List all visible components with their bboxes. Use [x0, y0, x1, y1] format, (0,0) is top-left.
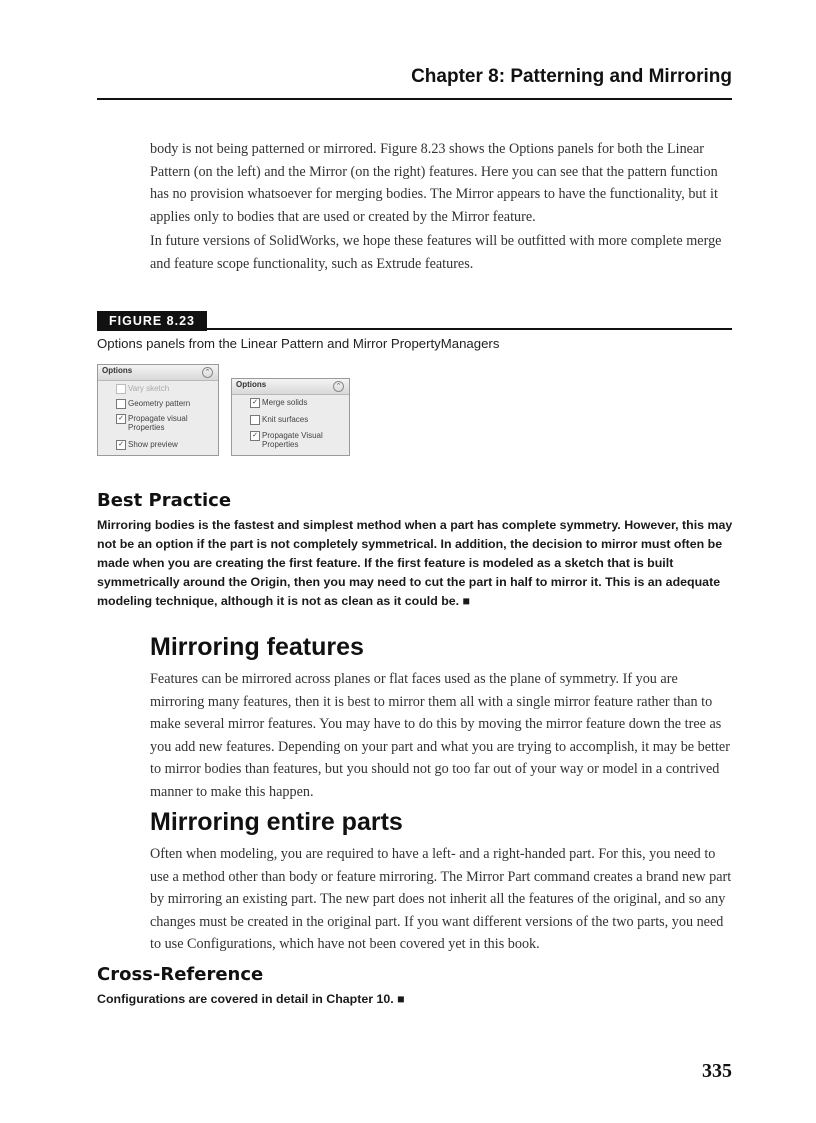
figure-caption: Options panels from the Linear Pattern and Mirror PropertyManagers [97, 336, 500, 351]
show-preview-checkbox[interactable]: ✓ Show preview [116, 440, 178, 450]
panel-header [98, 365, 218, 381]
mirroring-parts-heading: Mirroring entire parts [150, 808, 403, 836]
header-rule [97, 98, 732, 100]
intro-paragraph-2: In future versions of SolidWorks, we hope these features will be outfitted with more complete merge and feature scope functionality, such as Extrude features. [150, 233, 722, 272]
checkbox-icon [116, 384, 126, 394]
best-practice-text: Mirroring bodies is the fastest and simplest method when a part has complete symmetry. However, this may not be an option if the part is not completely symmetrical. In addition, the decision to mirror must often be made when you are creating the first feature. If the first feature is modeled as a sketch that is built symmetrically around the Origin, then you may need to cut the part in half to mirror it. This is an adequate modeling technique, although it is not as clean as it could be. ■ [97, 518, 733, 608]
check-icon: ✓ [250, 431, 260, 441]
panel-title: Options [236, 380, 267, 389]
propagate-visual-properties-checkbox[interactable]: ✓ Propagate Visual Properties [250, 431, 323, 449]
figure-label: FIGURE 8.23 [97, 311, 207, 331]
check-icon: ✓ [250, 398, 260, 408]
mirroring-parts-text: Often when modeling, you are required to have a left- and a right-handed part. For this, you need to use a method other than body or feature mirroring. The Mirror Part command creates a brand new part by mirroring an existing part. The new part does not inherit all the features of the original, and so any changes must be created in the original part. If you want different versions of the two parts, you need to use Configurations, which have not been covered yet in this book. [150, 846, 732, 953]
check-icon: ✓ [116, 414, 126, 424]
mirroring-features-heading: Mirroring features [150, 633, 364, 661]
collapse-icon[interactable]: ⌃ [333, 381, 344, 392]
propagate-visual-properties-checkbox[interactable]: ✓ Propagate visual Properties [116, 414, 188, 432]
checkbox-icon [250, 415, 260, 425]
vary-sketch-checkbox[interactable]: Vary sketch [116, 384, 169, 394]
collapse-icon[interactable]: ⌃ [202, 367, 213, 378]
geometry-pattern-checkbox[interactable]: Geometry pattern [116, 399, 190, 409]
intro-paragraph-1: body is not being patterned or mirrored. Figure 8.23 shows the Options panels for both the Linear Pattern (on the left) and the Mirror (on the right) features. Here you can see that the pattern function has no provision whatsoever for merging bodies. The Mirror appears to have the functionality, but it applies only to bodies that are used or created by the Mirror feature. [150, 141, 718, 225]
checkbox-icon [116, 399, 126, 409]
check-icon: ✓ [116, 440, 126, 450]
merge-solids-checkbox[interactable]: ✓ Merge solids [250, 398, 307, 408]
figure-rule [207, 328, 732, 330]
cross-reference-text: Configurations are covered in detail in Chapter 10. ■ [97, 992, 405, 1006]
chapter-title: Chapter 8: Patterning and Mirroring [411, 66, 732, 87]
panel-title: Options [102, 366, 133, 375]
knit-surfaces-checkbox[interactable]: Knit surfaces [250, 415, 308, 425]
linear-pattern-options-panel [97, 364, 219, 456]
best-practice-heading: Best Practice [97, 490, 232, 511]
cross-reference-heading: Cross-Reference [97, 964, 264, 985]
mirror-options-panel [231, 378, 350, 456]
mirroring-features-text: Features can be mirrored across planes or flat faces used as the plane of symmetry. If you are mirroring many features, then it is best to mirror them all with a single mirror feature rather than to make several mirror features. You may have to do this by moving the mirror feature down the tree as you add new features. Depending on your part and what you are trying to accomplish, it may be better to mirror bodies than features, but you should not go too far out of your way or model in a contrived manner to make this happen. [150, 671, 730, 800]
panel-header [232, 379, 349, 395]
page-number: 335 [702, 1060, 732, 1082]
